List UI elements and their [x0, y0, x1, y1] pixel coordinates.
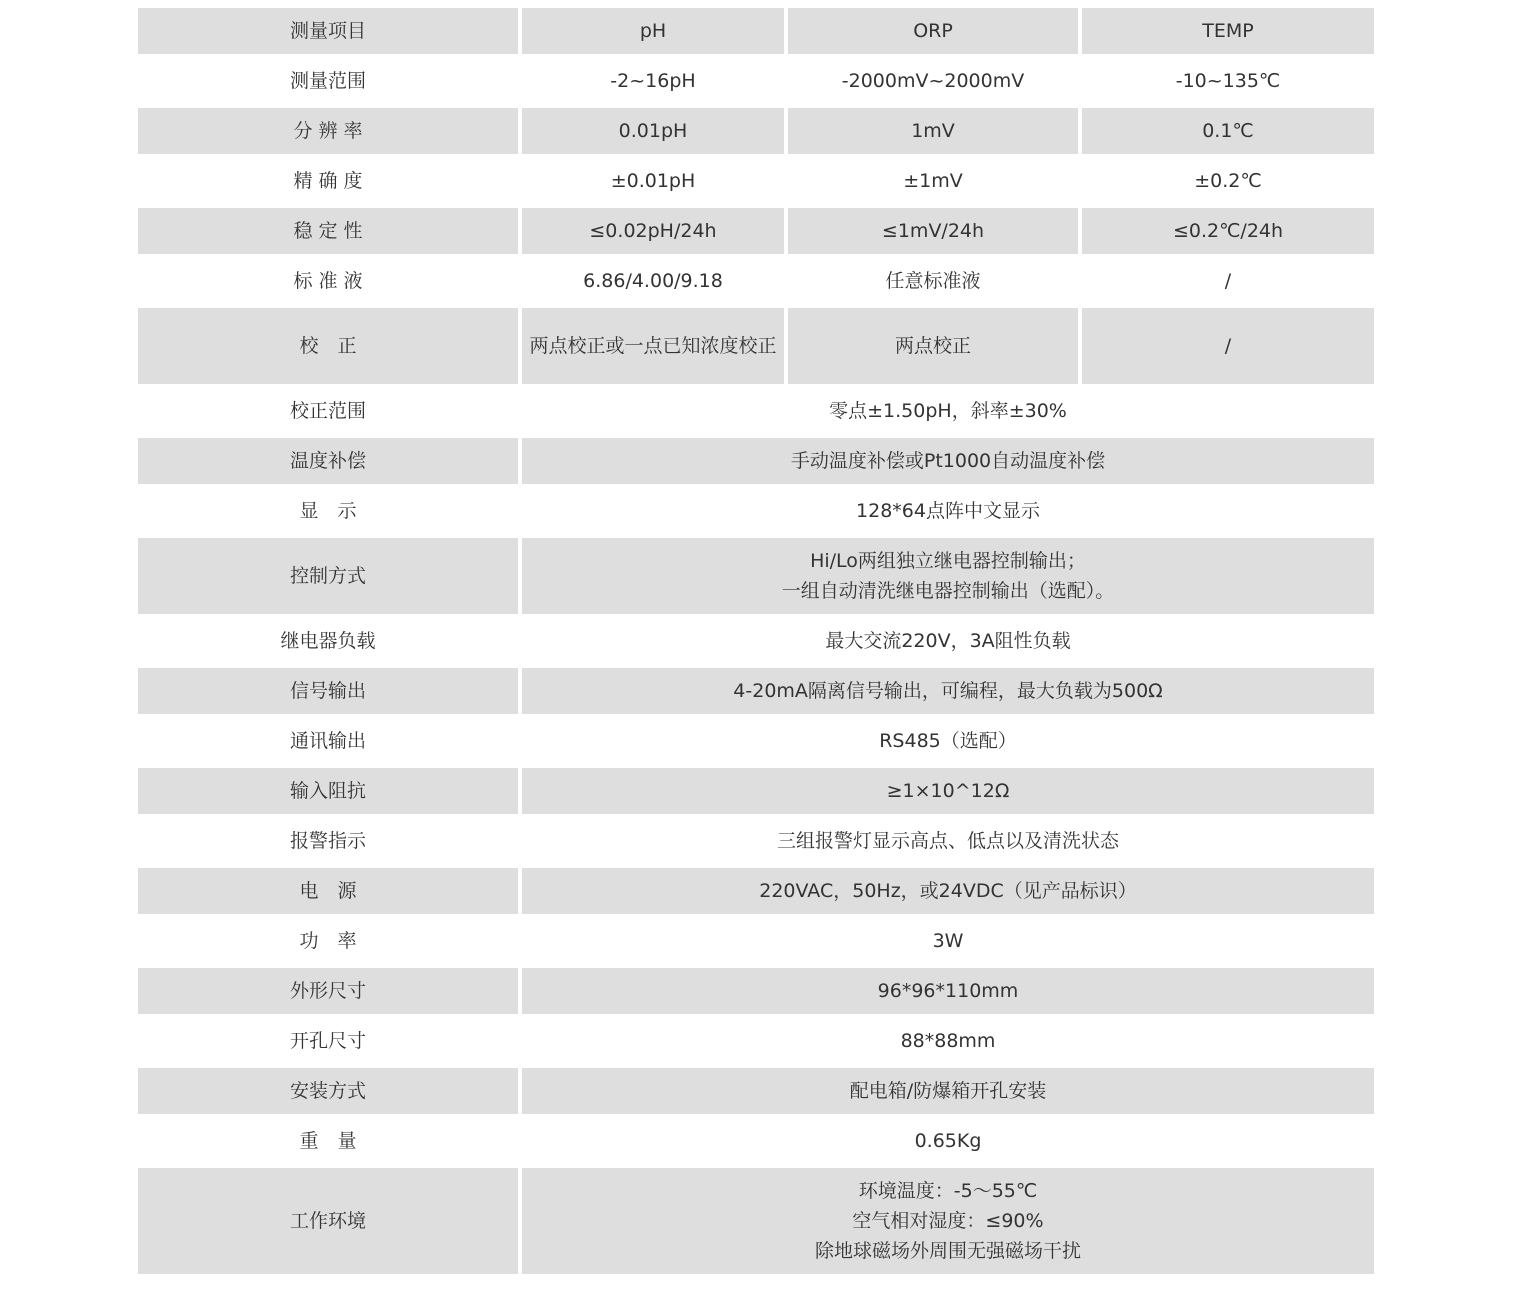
table-row — [138, 308, 1374, 384]
value-line: 128*64点阵中文显示 — [856, 500, 1040, 522]
value-cell: 两点校正或一点已知浓度校正 — [522, 308, 784, 384]
value-cell: / — [1224, 270, 1232, 292]
header-column-cell: TEMP — [1082, 8, 1374, 54]
value-line: ≥1×10^12Ω — [886, 780, 1010, 802]
table-row — [138, 538, 1374, 614]
table-row — [138, 438, 1374, 484]
value-cell: 任意标准液 — [885, 270, 981, 292]
row-label-cell: 分 辨 率 — [138, 108, 518, 154]
value-cell: 6.86/4.00/9.18 — [583, 270, 723, 292]
row-label-cell: 功 率 — [299, 930, 357, 952]
merged-value-cell — [522, 818, 1374, 864]
merged-value-cell — [522, 538, 1374, 614]
value-line: 96*96*110mm — [877, 980, 1019, 1002]
value-cell: ≤0.2℃/24h — [1082, 208, 1374, 254]
row-label-cell: 测量范围 — [289, 70, 366, 92]
row-label-cell: 信号输出 — [138, 668, 518, 714]
value-line: 3W — [932, 930, 964, 952]
table-row — [138, 1118, 1374, 1164]
table-row — [138, 968, 1374, 1014]
row-label-cell: 开孔尺寸 — [289, 1030, 366, 1052]
value-cell: -2~16pH — [610, 70, 696, 92]
row-label-cell: 显 示 — [299, 500, 357, 522]
table-row — [138, 1068, 1374, 1114]
table-row — [138, 158, 1374, 204]
value-line: 空气相对湿度：≤90% — [852, 1210, 1044, 1232]
row-label-cell: 通讯输出 — [289, 730, 366, 752]
value-cell: ±1mV — [903, 170, 963, 192]
table-row — [138, 488, 1374, 534]
value-cell: 两点校正 — [788, 308, 1078, 384]
merged-value-cell — [522, 488, 1374, 534]
merged-value-cell — [522, 1068, 1374, 1114]
value-line: 环境温度：-5～55℃ — [858, 1180, 1038, 1202]
value-cell: / — [1082, 308, 1374, 384]
merged-value-cell — [522, 438, 1374, 484]
table-row — [138, 668, 1374, 714]
row-label-cell: 标 准 液 — [293, 270, 363, 292]
table-row — [138, 768, 1374, 814]
header-column-cell: ORP — [788, 8, 1078, 54]
row-label-cell: 控制方式 — [138, 538, 518, 614]
value-line: 0.65Kg — [914, 1130, 982, 1152]
table-row — [138, 388, 1374, 434]
table-row — [138, 918, 1374, 964]
merged-value-cell — [522, 1118, 1374, 1164]
row-label-cell: 外形尺寸 — [138, 968, 518, 1014]
row-label-cell: 重 量 — [299, 1130, 357, 1152]
value-cell: ±0.2℃ — [1194, 170, 1262, 192]
value-line: Hi/Lo两组独立继电器控制输出； — [810, 550, 1086, 572]
table-row — [138, 618, 1374, 664]
value-line: 最大交流220V，3A阻性负载 — [825, 630, 1071, 652]
value-line: 手动温度补偿或Pt1000自动温度补偿 — [790, 450, 1106, 472]
merged-value-cell — [522, 388, 1374, 434]
value-cell: 0.01pH — [522, 108, 784, 154]
table-row — [138, 208, 1374, 254]
row-label-cell: 电 源 — [138, 868, 518, 914]
value-line: 三组报警灯显示高点、低点以及清洗状态 — [776, 830, 1119, 852]
row-label-cell: 校 正 — [138, 308, 518, 384]
merged-value-cell — [522, 1018, 1374, 1064]
header-label-cell: 测量项目 — [138, 8, 518, 54]
merged-value-cell — [522, 968, 1374, 1014]
value-line: 除地球磁场外周围无强磁场干扰 — [814, 1240, 1081, 1262]
table-row — [138, 58, 1374, 104]
table-row — [138, 108, 1374, 154]
merged-value-cell — [522, 618, 1374, 664]
table-row — [138, 1018, 1374, 1064]
table-row — [138, 818, 1374, 864]
value-cell: -2000mV~2000mV — [841, 70, 1025, 92]
merged-value-cell — [522, 768, 1374, 814]
value-line: 零点±1.50pH，斜率±30% — [829, 400, 1067, 422]
row-label-cell: 继电器负载 — [280, 630, 376, 652]
table-header-row — [138, 8, 1374, 54]
merged-value-cell — [522, 918, 1374, 964]
merged-value-cell — [522, 1168, 1374, 1274]
merged-value-cell — [522, 668, 1374, 714]
value-line: 一组自动清洗继电器控制输出（选配）。 — [781, 580, 1115, 602]
value-line: 配电箱/防爆箱开孔安装 — [849, 1080, 1047, 1102]
value-line: 4-20mA隔离信号输出，可编程，最大负载为500Ω — [733, 680, 1163, 702]
row-label-cell: 温度补偿 — [138, 438, 518, 484]
row-label-cell: 报警指示 — [289, 830, 366, 852]
row-label-cell: 校正范围 — [289, 400, 366, 422]
table-row — [138, 1168, 1374, 1274]
value-line: 220VAC，50Hz，或24VDC（见产品标识） — [759, 880, 1137, 902]
table-row — [138, 718, 1374, 764]
row-label-cell: 精 确 度 — [293, 170, 363, 192]
row-label-cell: 安装方式 — [138, 1068, 518, 1114]
table-row — [138, 868, 1374, 914]
value-cell: -10~135℃ — [1175, 70, 1281, 92]
value-cell: ≤1mV/24h — [788, 208, 1078, 254]
value-line: RS485（选配） — [879, 730, 1017, 752]
value-cell: ±0.01pH — [610, 170, 696, 192]
merged-value-cell — [522, 718, 1374, 764]
header-column-cell: pH — [522, 8, 784, 54]
spec-table-body — [138, 8, 1374, 1274]
table-row — [138, 258, 1374, 304]
spec-table — [134, 4, 1378, 1278]
row-label-cell: 工作环境 — [138, 1168, 518, 1274]
value-line: 88*88mm — [900, 1030, 996, 1052]
value-cell: ≤0.02pH/24h — [522, 208, 784, 254]
merged-value-cell — [522, 868, 1374, 914]
value-cell: 1mV — [788, 108, 1078, 154]
value-cell: 0.1℃ — [1082, 108, 1374, 154]
row-label-cell: 输入阻抗 — [138, 768, 518, 814]
row-label-cell: 稳 定 性 — [138, 208, 518, 254]
